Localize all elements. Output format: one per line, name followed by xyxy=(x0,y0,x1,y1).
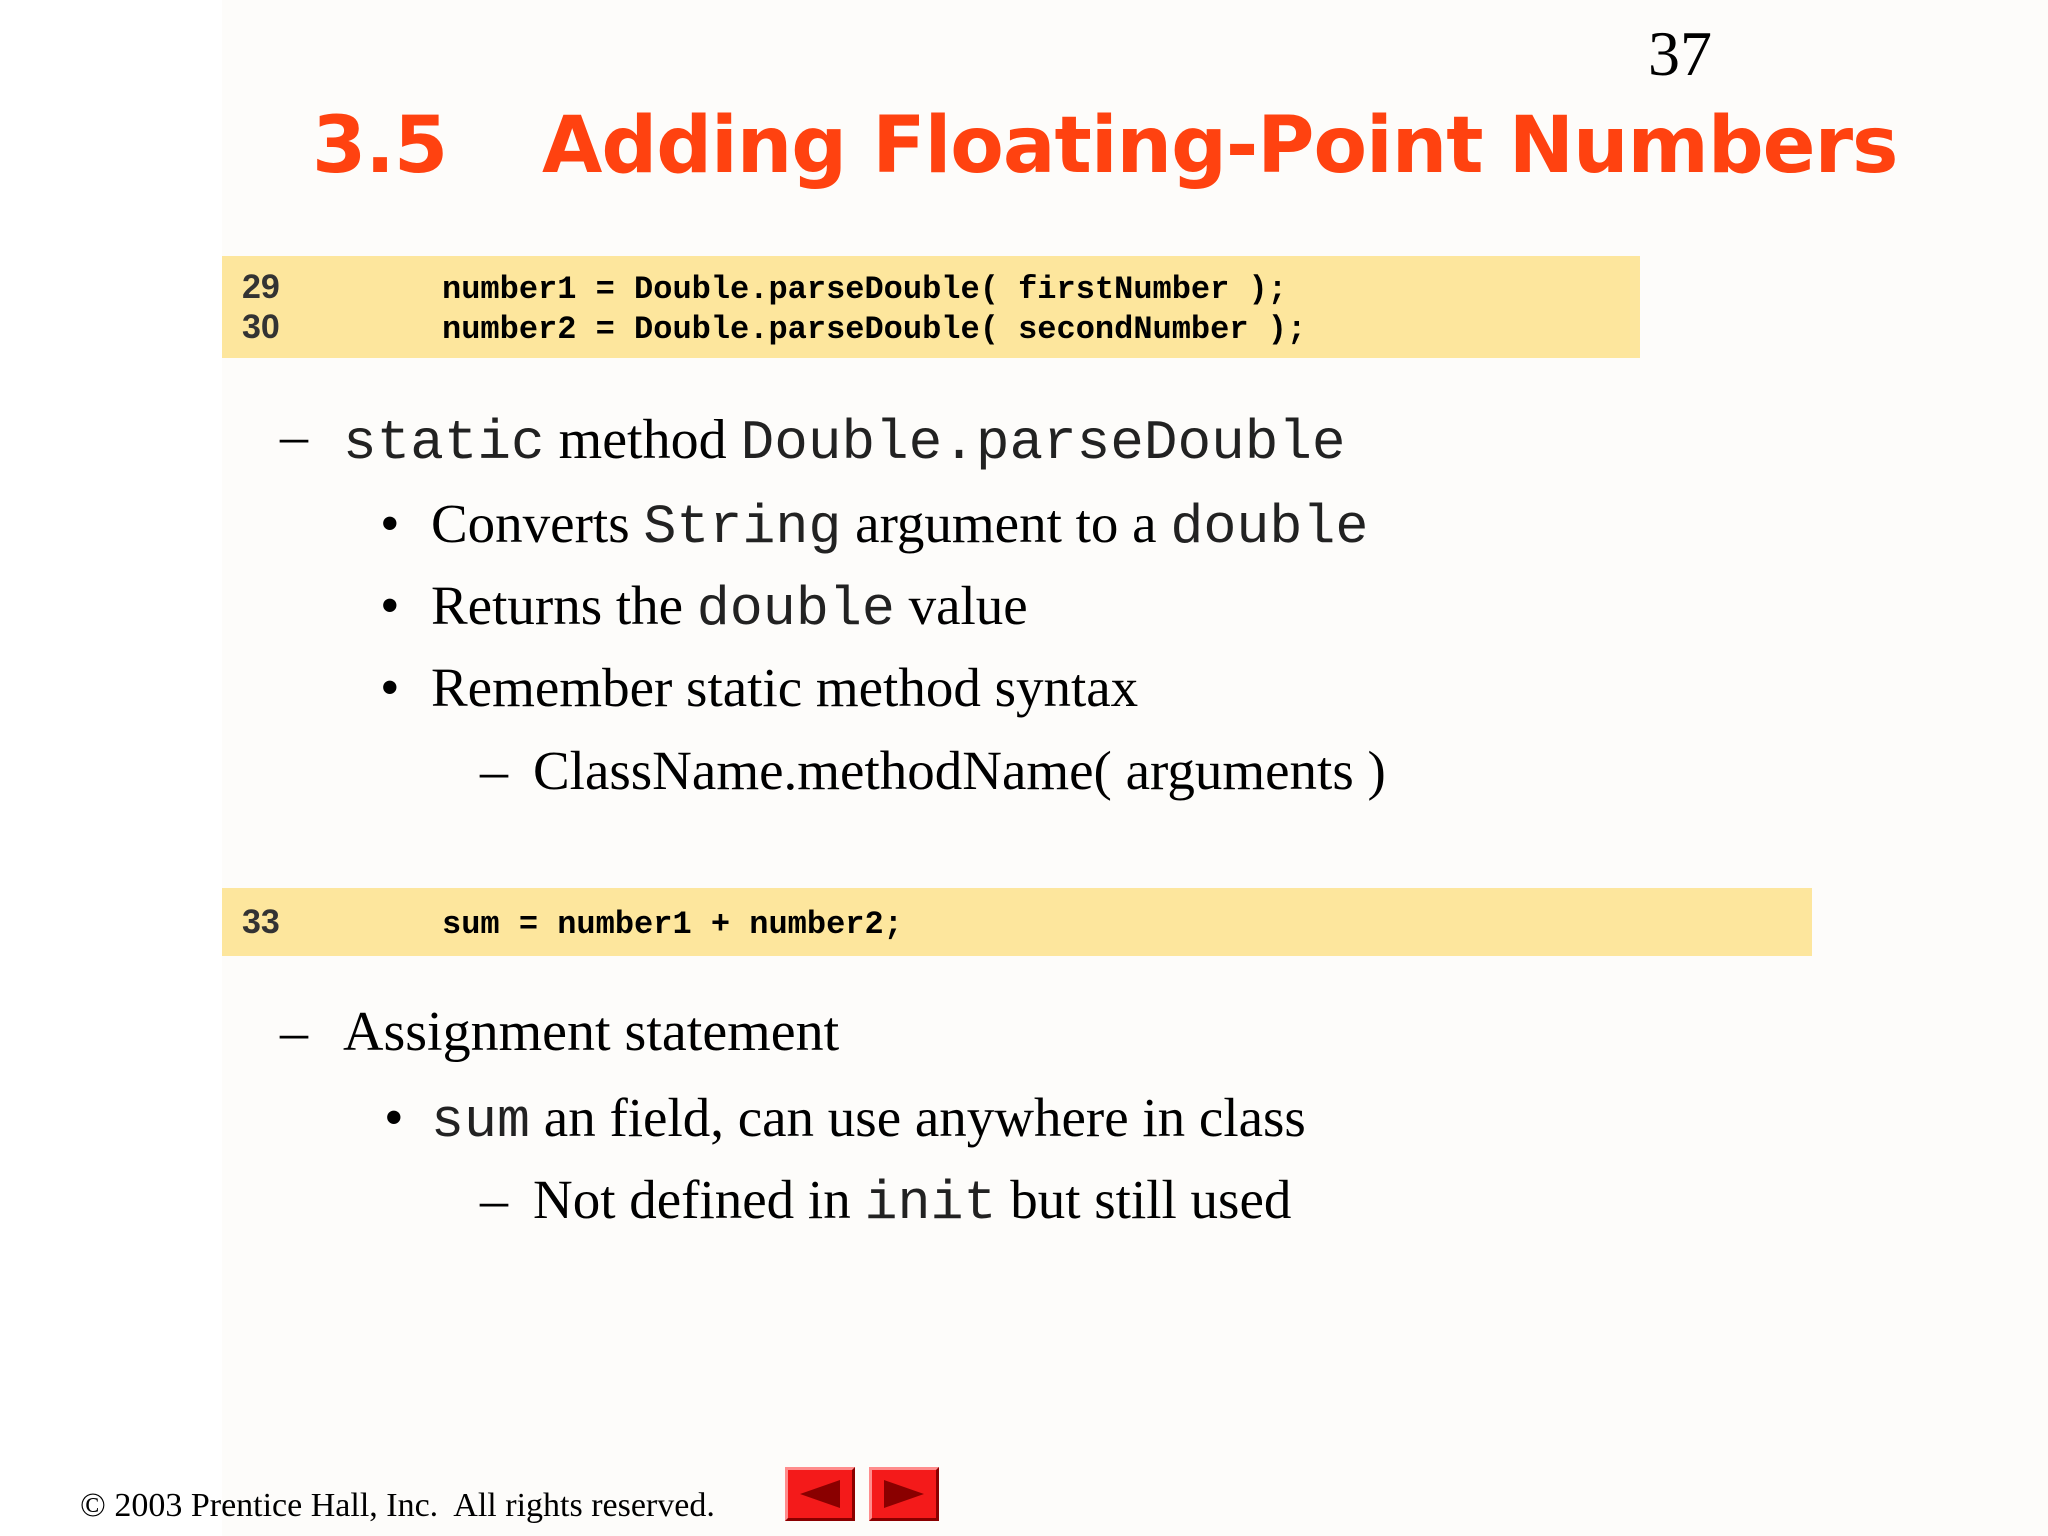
bullet-text: argument to a xyxy=(841,493,1171,554)
bullet-marker: • xyxy=(380,657,400,719)
bullet-marker: • xyxy=(384,1087,404,1149)
bullet-marker: • xyxy=(380,575,400,637)
code-line xyxy=(242,307,1306,350)
bullet-converts xyxy=(431,492,1368,560)
dash-marker: – xyxy=(480,1169,508,1231)
title-text: Adding Floating-Point Numbers xyxy=(542,101,1898,191)
code-init: init xyxy=(864,1172,997,1235)
bullet-sum-field xyxy=(431,1086,1306,1154)
code-line xyxy=(242,902,903,945)
bullet-text: but still used xyxy=(996,1169,1292,1230)
section-number: 3.5 xyxy=(312,101,448,191)
line-number: 30 xyxy=(242,308,280,346)
code-double: double xyxy=(696,578,895,641)
slide-title xyxy=(312,96,1897,196)
copyright-footer: © 2003 Prentice Hall, Inc. All rights reserved. xyxy=(80,1487,715,1524)
right-triangle-icon xyxy=(880,1477,928,1511)
left-triangle-icon xyxy=(796,1477,844,1511)
bullet-marker: • xyxy=(380,493,400,555)
code-string: String xyxy=(643,496,842,559)
line-number: 33 xyxy=(242,903,280,941)
next-slide-button[interactable] xyxy=(869,1467,939,1521)
heading-static-method xyxy=(343,408,1346,475)
line-number: 29 xyxy=(242,268,280,306)
code-parsedouble: Double.parseDouble xyxy=(740,411,1346,475)
code-text: number2 = Double.parseDouble( secondNumber ); xyxy=(442,311,1307,348)
previous-slide-button[interactable] xyxy=(785,1467,855,1521)
page-number: 37 xyxy=(1648,18,1712,89)
dash-marker: – xyxy=(480,740,508,802)
code-double: double xyxy=(1170,496,1369,559)
code-static: static xyxy=(343,411,545,475)
bullet-returns xyxy=(431,574,1028,642)
code-sum: sum xyxy=(431,1090,531,1153)
code-block-sum xyxy=(222,888,1812,956)
dash-marker: – xyxy=(280,1001,308,1063)
code-line xyxy=(242,267,1287,310)
code-block-parse xyxy=(222,256,1640,358)
sub-bullet-syntax: ClassName.methodName( arguments ) xyxy=(533,740,1386,801)
dash-marker: – xyxy=(280,405,308,467)
bullet-text: Returns the xyxy=(431,575,697,636)
sub-bullet-init xyxy=(533,1168,1291,1236)
code-text: sum = number1 + number2; xyxy=(442,906,903,943)
bullet-text: Converts xyxy=(431,493,644,554)
heading-assignment: Assignment statement xyxy=(343,1001,840,1063)
bullet-text: Not defined in xyxy=(533,1169,865,1230)
bullet-text: value xyxy=(894,575,1028,636)
bullet-remember: Remember static method syntax xyxy=(431,657,1139,718)
bullet-text: an field, can use anywhere in class xyxy=(530,1087,1306,1148)
heading-text: method xyxy=(544,409,741,471)
code-text: number1 = Double.parseDouble( firstNumber ); xyxy=(442,271,1287,308)
